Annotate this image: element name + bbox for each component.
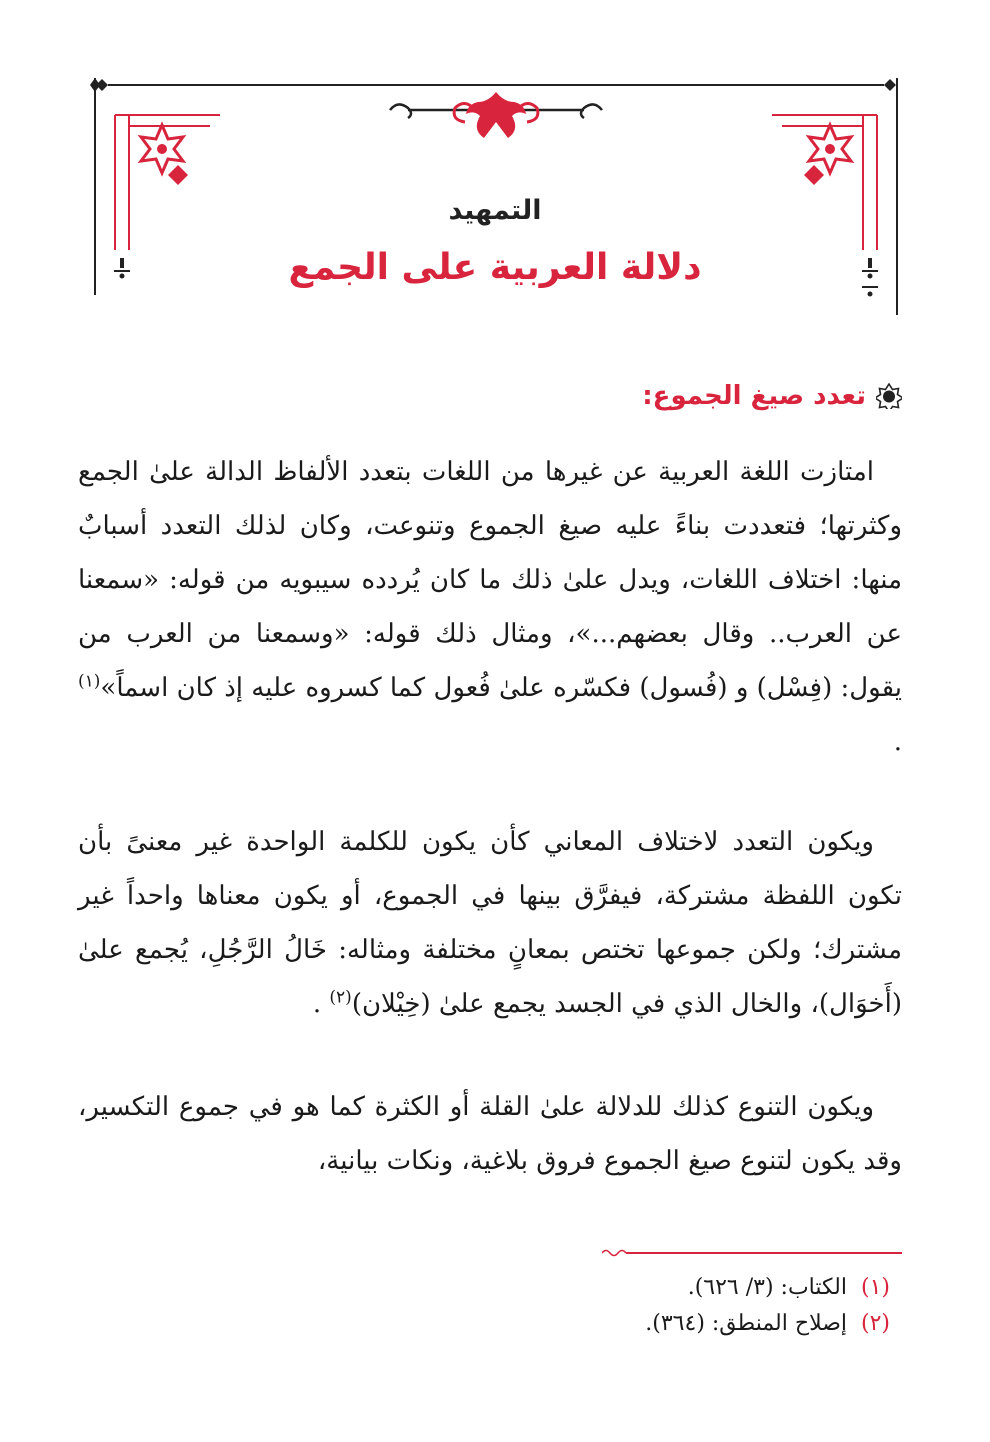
paragraph-2-end: . <box>312 989 322 1019</box>
paragraph-3 <box>78 1080 902 1188</box>
footnote-divider <box>602 1246 902 1260</box>
footnote-ref-2: (٢) <box>329 987 352 1008</box>
footnote-ref-1: (١) <box>78 671 101 692</box>
footnote-item <box>645 1306 890 1342</box>
paragraph-1-end: . <box>893 727 902 757</box>
paragraph-2-text: ويكون التعدد لاختلاف المعاني كأن يكون للكلمة الواحدة غير معنىً بأن تكون اللفظة مشتركة، فيفرَّق بينها في الجموع، أو يكون معناها واحداً غير مشترك؛ ولكن جموعها تختص بمعانٍ مختلفة ومثاله: خَالُ الرَّجُلِ، يُجمع علىٰ (أَخوَال)، والخال الذي في الجسد يجمع علىٰ (خِيْلان) <box>78 827 902 1019</box>
footnote-text: إصلاح المنطق: (٣٦٤). <box>645 1311 847 1336</box>
paragraph-2 <box>78 815 902 1031</box>
footnotes <box>645 1270 890 1342</box>
paragraph-1 <box>78 445 902 769</box>
footnote-number: (١) <box>860 1275 890 1300</box>
paragraph-3-text: ويكون التنوع كذلك للدلالة علىٰ القلة أو الكثرة كما هو في جموع التكسير، وقد يكون لتنوع صيغ الجموع فروق بلاغية، ونكات بيانية، <box>78 1092 902 1176</box>
paragraph-1-text: امتازت اللغة العربية عن غيرها من اللغات بتعدد الألفاظ الدالة علىٰ الجمع وكثرتها؛ فتعددت بناءً عليه صيغ الجموع وتنوعت، وكان لذلك التعدد أسبابٌ منها: اختلاف اللغات، ويدل علىٰ ذلك ما كان يُردده سيبويه من قوله: «سمعنا عن العرب.. وقال بعضهم...»، ومثال ذلك قوله: «وسمعنا من العرب من يقول: (فِسْل) و (فُسول) فكسّره علىٰ فُعول كما كسروه عليه إذ كان اسماً» <box>78 457 902 703</box>
footnote-number: (٢) <box>860 1311 890 1336</box>
star-bullet-icon <box>876 383 902 409</box>
footnote-item <box>645 1270 890 1306</box>
section-heading-text: تعدد صيغ الجموع: <box>642 381 866 411</box>
chapter-title: دلالة العربية على الجمع <box>288 247 702 288</box>
section-heading <box>642 381 902 411</box>
chapter-label: التمهيد <box>448 195 542 226</box>
footnote-text: الكتاب: (٣/ ٦٢٦). <box>687 1275 847 1300</box>
